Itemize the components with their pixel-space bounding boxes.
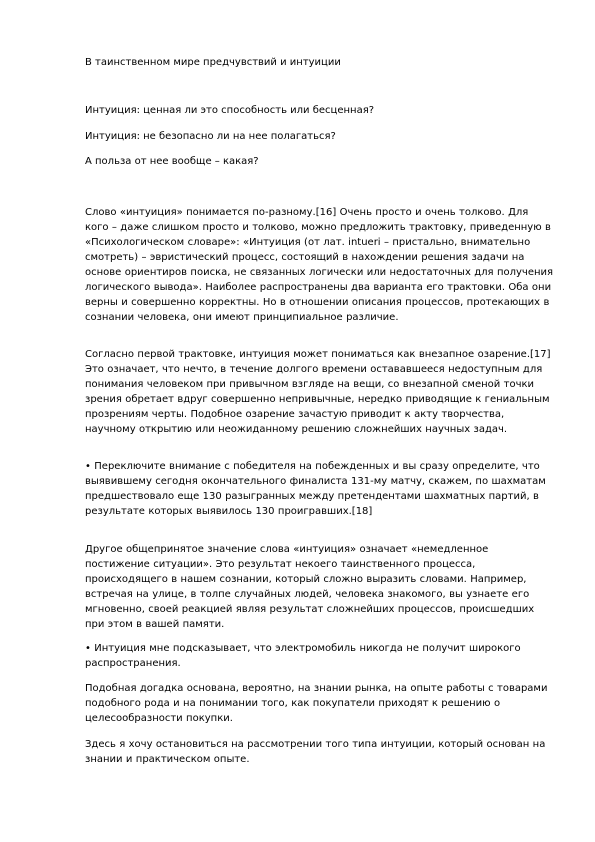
bullet-paragraph-2: • Интуиция мне подсказывает, что электромобиль никогда не получит широкого распространения. bbox=[85, 643, 521, 669]
question-3: А польза от нее вообще – какая? bbox=[85, 156, 259, 167]
paragraph-1: Слово «интуиция» понимается по-разному.[16] Очень просто и очень толково. Для кого – даже слишком просто и толково, можно предложить трактовку, приведенную в «Психологическом словаре»: «Интуиция (от лат. intueri – пристально, внимательно смотреть) – эвристический процесс, состоящий в нахождении решения задачи на основе ориентиров поиска, не связанных логически или недостаточных для получения логического вывода». Наиболее распространены два варианта его трактовки. Оба они верны и совершенно корректны. Но в отношении описания процессов, протекающих в сознании человека, они имеют принципиальное различие. bbox=[85, 207, 554, 323]
paragraph-3: Другое общепринятое значение слова «интуиция» означает «немедленное постижение ситуации». Это результат некоего таинственного процесса, происходящего в нашем сознании, который сложно выразить словами. Например, встречая на улице, в толпе случайных людей, человека знакомого, вы узнаете его мгновенно, своей реакцией являя результат сложнейших процессов, происшедших при этом в вашей памяти. bbox=[85, 544, 535, 630]
question-1: Интуиция: ценная ли это способность или бесценная? bbox=[85, 105, 375, 116]
document-title: В таинственном мире предчувствий и интуиции bbox=[85, 57, 341, 68]
paragraph-4: Подобная догадка основана, вероятно, на знании рынка, на опыте работы с товарами подобного рода и на понимании того, как покупатели приходят к решению о целесообразности покупки. bbox=[85, 683, 548, 724]
bullet-paragraph-1: • Переключите внимание с победителя на побежденных и вы сразу определите, что выявившему сегодня окончательного финалиста 131-му матчу, скажем, по шахматам предшествовало еще 130 разыгранных между претендентами шахматных партий, в результате которых выявилось 130 проигравших.[18] bbox=[85, 461, 546, 517]
paragraph-2: Согласно первой трактовке, интуиция может пониматься как внезапное озарение.[17] Это означает, что нечто, в течение долгого времени остававшееся недоступным для понимания человеком при привычном взгляде на вещи, со внезапной сменой точки зрения обретает вдруг совершенно непривычные, нередко приводящие к гениальным прозрениям черты. Подобное озарение зачастую приводит к акту творчества, научному открытию или неожиданному решению сложнейших научных задач. bbox=[85, 349, 551, 435]
paragraph-5: Здесь я хочу остановиться на рассмотрении того типа интуиции, который основан на знании и практическом опыте. bbox=[85, 739, 546, 765]
question-2: Интуиция: не безопасно ли на нее полагаться? bbox=[85, 131, 336, 142]
